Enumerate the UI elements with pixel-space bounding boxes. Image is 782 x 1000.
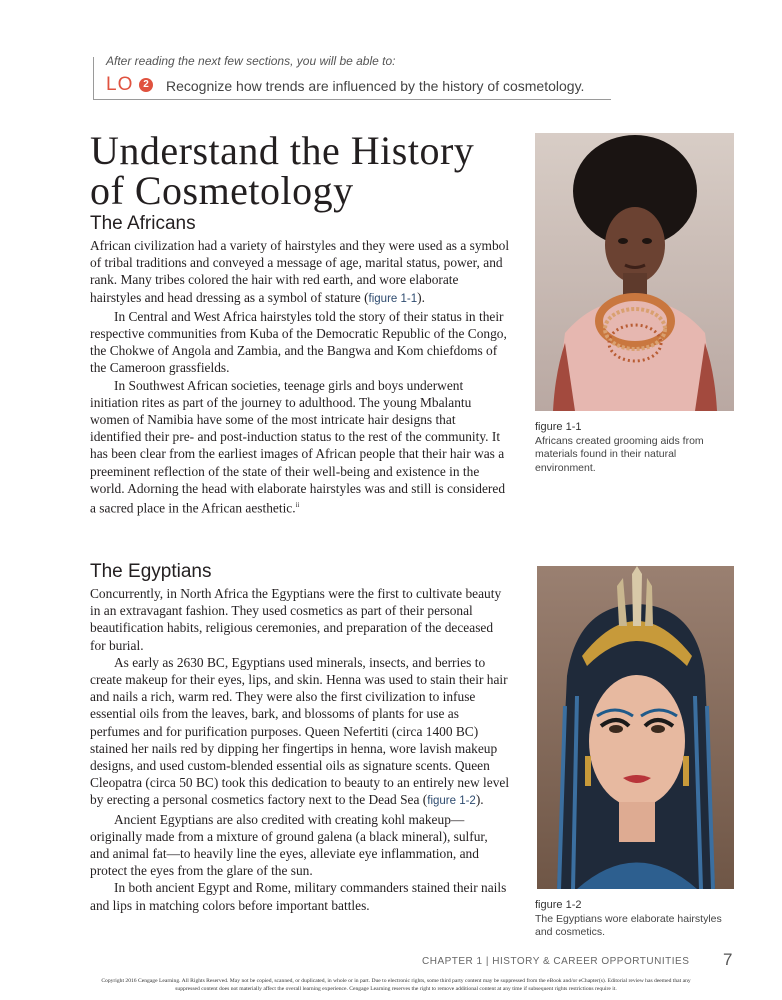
copyright-notice: Copyright 2016 Cengage Learning. All Rights Reserved. May not be copied, scanned, or duplicated, in whole or in part. Due to electronic rights, some third party content may be suppressed from the eBook and/or eChapter(s). Editorial review has deemed that any suppressed content does not materially affect the overall learning experience. Cengage Learning reserves the right to remove additional content at any time if subsequent rights restrictions require it.: [101, 978, 691, 992]
learning-objective-text: Recognize how trends are influenced by the history of cosmetology.: [166, 78, 585, 94]
chapter-footer: CHAPTER 1 | HISTORY & CAREER OPPORTUNITIES: [422, 956, 690, 967]
figure-1-2-image: [537, 566, 734, 889]
figure-1-1-label: figure 1-1: [535, 421, 582, 433]
africans-body: [90, 237, 510, 517]
section-title: [90, 128, 510, 213]
egyptians-paragraph-2: As early as 2630 BC, Egyptians used minerals, insects, and berries to create makeup for their eyes, lips, and skin. Henna was used to stain their hair and nails a rich, warm red. They were also the first civilization to infuse essential oils from the leaves, bark, and blossoms of plants for use as perfumes and for purification purposes. Queen Nefertiti (circa 1400 BC) stained her nails red by dipping her fingertips in henna, wore lavish makeup designs, and used custom-blended essential oils as signature scents. Queen Cleopatra (circa 50 BC) took this dedication to beauty to an entirely new level by erecting a personal cosmetics factory next to the Dead Sea (figure 1-2).: [90, 654, 510, 808]
figure-1-1-text: Africans created grooming aids from materials found in their natural environment.: [535, 434, 704, 474]
learning-objective-label: LO: [106, 74, 134, 95]
figure-1-1-caption: [535, 421, 735, 475]
objective-intro: After reading the next few sections, you will be able to:: [106, 54, 396, 68]
egyptian-woman-illustration: [537, 566, 734, 889]
endnote-marker[interactable]: ii: [295, 501, 300, 510]
learning-objective-number-badge: 2: [139, 78, 153, 92]
africans-paragraph-3: In Southwest African societies, teenage girls and boys underwent initiation rites as part of the journey to adulthood. The young Mbalantu women of Namibia have some of the most intricate hair designs that identified their pre- and post-induction status to the rest of the community. It has been clear from the earliest images of African people that their hair was a preeminent reflection of the state of their well-being and existence in the world. Adorning the head with elaborate hairstyles was and still is considered a sacred place in the African aesthetic.$^{ii}$: [90, 377, 506, 516]
section-title-line1: Understand the History: [90, 128, 475, 173]
figure-1-2-label: figure 1-2: [535, 899, 582, 911]
objective-rule: [93, 57, 94, 99]
objective-divider: [93, 99, 611, 100]
egyptians-paragraph-4: In both ancient Egypt and Rome, military commanders stained their nails and lips in matching colors before important battles.: [90, 880, 507, 913]
africans-heading: The Africans: [90, 213, 196, 234]
figure-1-2-caption: [535, 899, 735, 940]
section-title-line2: of Cosmetology: [90, 168, 354, 213]
page-number: 7: [723, 950, 733, 969]
figure-1-2-text: The Egyptians wore elaborate hairstyles and cosmetics.: [535, 912, 722, 938]
africans-paragraph-1: African civilization had a variety of hairstyles and they were used as a symbol of tribal traditions and conveyed a message of age, marital status, power, and rank. Many tribes colored the hair with red earth, and wore elaborate hairstyles and head dressing as a symbol of stature (figure 1-1).: [90, 238, 510, 305]
figure-1-2-reference[interactable]: figure 1-2: [427, 795, 476, 808]
egyptians-paragraph-3: Ancient Egyptians are also credited with creating kohl makeup—originally made from a mixture of ground galena (a black mineral), sulfur, and animal fat—to heavily line the eyes, alleviate eye inflammation, and protect the eyes from the glare of the sun.: [90, 811, 488, 879]
figure-1-1-reference[interactable]: figure 1-1: [368, 292, 418, 305]
egyptians-heading: The Egyptians: [90, 561, 212, 582]
africans-paragraph-2: In Central and West Africa hairstyles told the story of their status in their respective communities from Kuba of the Democratic Republic of the Congo, the Chokwe of Angola and Zambia, and the Bangwa and Kom chiefdoms of the Cameroon grassfields.: [90, 308, 507, 376]
egyptians-paragraph-1: Concurrently, in North Africa the Egyptians were the first to cultivate beauty in an extravagant fashion. They used cosmetics as part of their personal beautification habits, religious ceremonies, and preparation of the deceased for burial.: [90, 586, 502, 653]
african-woman-illustration: [535, 133, 734, 411]
figure-1-1-image: [535, 133, 734, 411]
egyptians-body: [90, 585, 510, 914]
